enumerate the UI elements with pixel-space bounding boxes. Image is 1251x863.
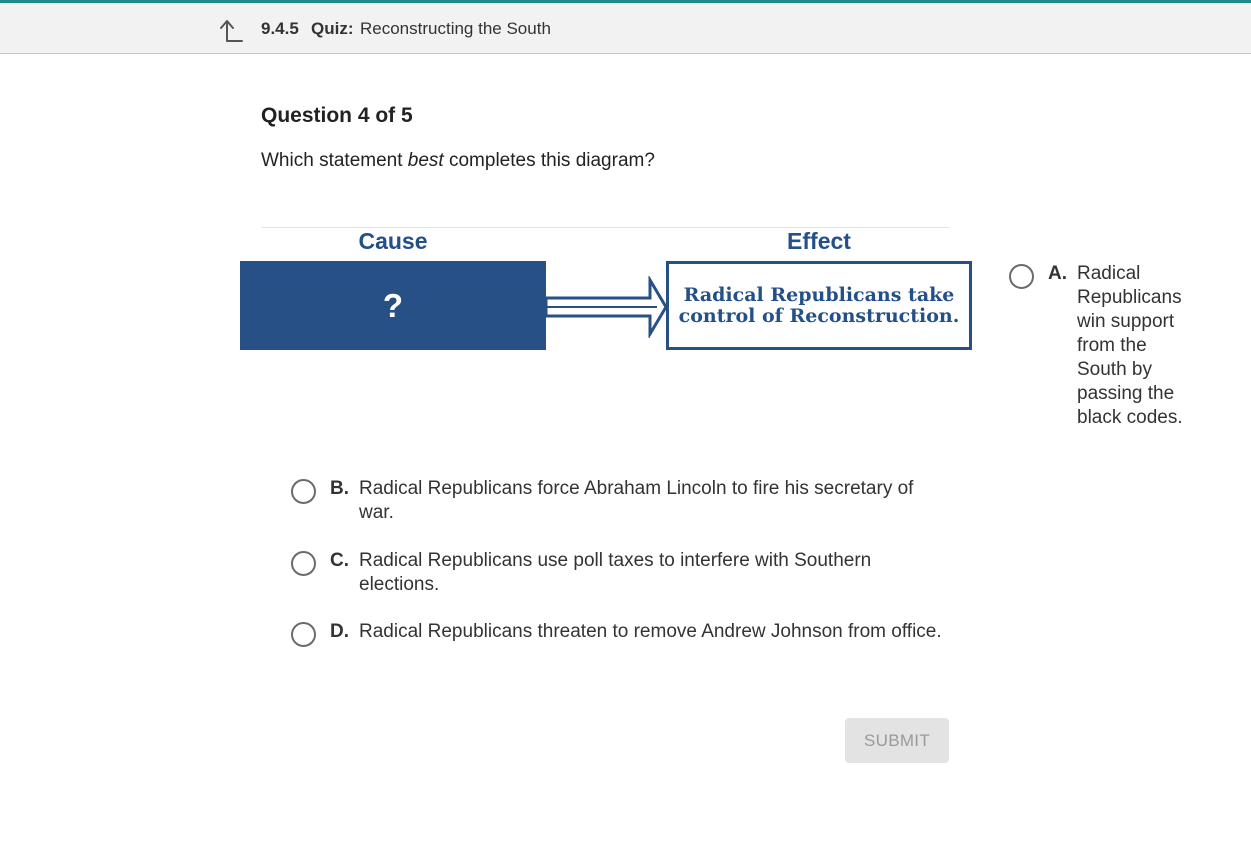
back-arrow-icon[interactable] bbox=[218, 17, 244, 43]
option-text-b: Radical Republicans force Abraham Lincoln to fire his secretary of war. bbox=[359, 478, 914, 523]
answer-option-a[interactable] bbox=[1009, 262, 1209, 430]
section-number: 9.4.5 bbox=[261, 19, 299, 38]
quiz-label: Quiz: bbox=[311, 19, 354, 38]
cause-label: Cause bbox=[358, 228, 428, 254]
option-letter-c: C. bbox=[330, 550, 349, 571]
radio-button-c[interactable] bbox=[291, 551, 316, 576]
prompt-emphasis: best bbox=[407, 150, 444, 171]
effect-box bbox=[666, 261, 972, 350]
radio-button-b[interactable] bbox=[291, 479, 316, 504]
quiz-title: Reconstructing the South bbox=[360, 19, 551, 38]
option-text-c: Radical Republicans use poll taxes to interfere with Southern elections. bbox=[359, 550, 872, 595]
option-letter-b: B. bbox=[330, 478, 349, 499]
radio-button-d[interactable] bbox=[291, 622, 316, 647]
option-letter-d: D. bbox=[330, 621, 349, 642]
option-letter-a: A. bbox=[1048, 263, 1067, 284]
option-text-a: Radical Republicans win support from the South by passing the black codes. bbox=[1077, 263, 1183, 428]
question-heading: Question 4 of 5 bbox=[261, 104, 413, 127]
prompt-text-end: completes this diagram? bbox=[443, 150, 655, 171]
question-prompt bbox=[261, 150, 655, 172]
option-text-d: Radical Republicans threaten to remove Andrew Johnson from office. bbox=[359, 621, 942, 642]
answer-option-b[interactable] bbox=[291, 477, 951, 525]
effect-text: Radical Republicans take control of Reconstruction. bbox=[678, 283, 960, 327]
answer-option-d[interactable] bbox=[291, 620, 951, 647]
submit-button[interactable]: SUBMIT bbox=[845, 718, 949, 763]
effect-label: Effect bbox=[787, 228, 851, 254]
radio-button-a[interactable] bbox=[1009, 264, 1034, 289]
cause-effect-arrow-icon bbox=[546, 276, 668, 338]
cause-placeholder: ? bbox=[382, 286, 404, 324]
answer-option-c[interactable] bbox=[291, 549, 951, 597]
quiz-header bbox=[0, 3, 1251, 54]
prompt-text-start: Which statement bbox=[261, 150, 408, 171]
cause-box bbox=[240, 261, 546, 350]
